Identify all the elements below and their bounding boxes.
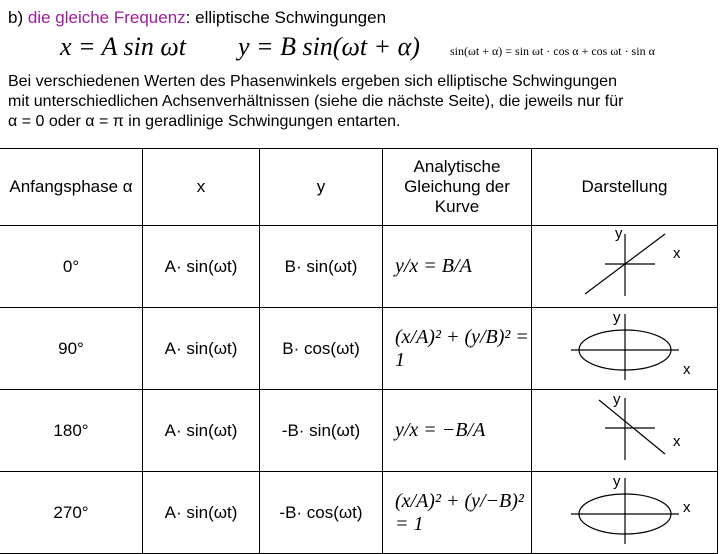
x-axis-label: x	[672, 433, 680, 450]
curve-line	[599, 400, 665, 454]
cell-plot	[532, 226, 718, 308]
plot-line-negative	[545, 390, 705, 466]
cell-phase: 0°	[0, 226, 143, 308]
explanation-paragraph	[8, 72, 713, 132]
formula-identity: sin(ωt + α) = sin ωt · cos α + cos ωt · sin α	[450, 44, 655, 58]
y-axis-label: y	[614, 226, 622, 242]
plot-line-positive	[545, 226, 705, 302]
cell-plot	[532, 390, 718, 472]
cell-equation: (x/A)² + (y/−B)² = 1	[383, 472, 532, 554]
heading-rest: : elliptische Schwingungen	[185, 8, 387, 27]
cell-x: A· sin(ωt)	[143, 390, 260, 472]
table-row	[0, 472, 718, 554]
x-axis-label: x	[682, 499, 690, 516]
x-axis-label: x	[682, 361, 690, 378]
header-plot: Darstellung	[532, 149, 718, 226]
y-axis-label: y	[612, 309, 620, 326]
cell-x: A· sin(ωt)	[143, 308, 260, 390]
x-axis-label: x	[672, 245, 680, 262]
header-equation: Analytische Gleichung der Kurve	[383, 149, 532, 226]
cell-equation: (x/A)² + (y/B)² = 1	[383, 308, 532, 390]
cell-y: B· cos(ωt)	[260, 308, 383, 390]
header-y: y	[260, 149, 383, 226]
cell-plot	[532, 472, 718, 554]
cell-phase: 180°	[0, 390, 143, 472]
section-heading	[8, 8, 386, 28]
paragraph-line: Bei verschiedenen Werten des Phasenwinkels ergeben sich elliptische Schwingungen	[8, 73, 617, 90]
paragraph-line: α = 0 oder α = π in geradlinige Schwingungen entarten.	[8, 113, 401, 130]
table-header-row	[0, 149, 718, 226]
plot-ellipse	[545, 308, 705, 384]
cell-phase: 270°	[0, 472, 143, 554]
y-axis-label: y	[612, 473, 620, 490]
formula-y: y = B sin(ωt + α)	[238, 32, 420, 61]
table-row	[0, 390, 718, 472]
header-phase: Anfangsphase α	[0, 149, 143, 226]
table-row	[0, 308, 718, 390]
table-row	[0, 226, 718, 308]
formula-x: x = A sin ωt	[60, 32, 186, 61]
cell-plot	[532, 308, 718, 390]
cell-y: -B· sin(ωt)	[260, 390, 383, 472]
cell-equation: y/x = −B/A	[383, 390, 532, 472]
plot-ellipse	[545, 472, 705, 548]
cell-phase: 90°	[0, 308, 143, 390]
cell-x: A· sin(ωt)	[143, 226, 260, 308]
cell-x: A· sin(ωt)	[143, 472, 260, 554]
cell-y: B· sin(ωt)	[260, 226, 383, 308]
header-x: x	[143, 149, 260, 226]
heading-highlight: die gleiche Frequenz	[27, 8, 186, 27]
y-axis-label: y	[612, 391, 620, 408]
paragraph-line: mit unterschiedlichen Achsenverhältnissen (siehe die nächste Seite), die jeweils nur für	[8, 93, 624, 110]
heading-prefix: b)	[8, 8, 28, 27]
cell-equation: y/x = B/A	[383, 226, 532, 308]
phase-table	[0, 148, 718, 554]
cell-y: -B· cos(ωt)	[260, 472, 383, 554]
